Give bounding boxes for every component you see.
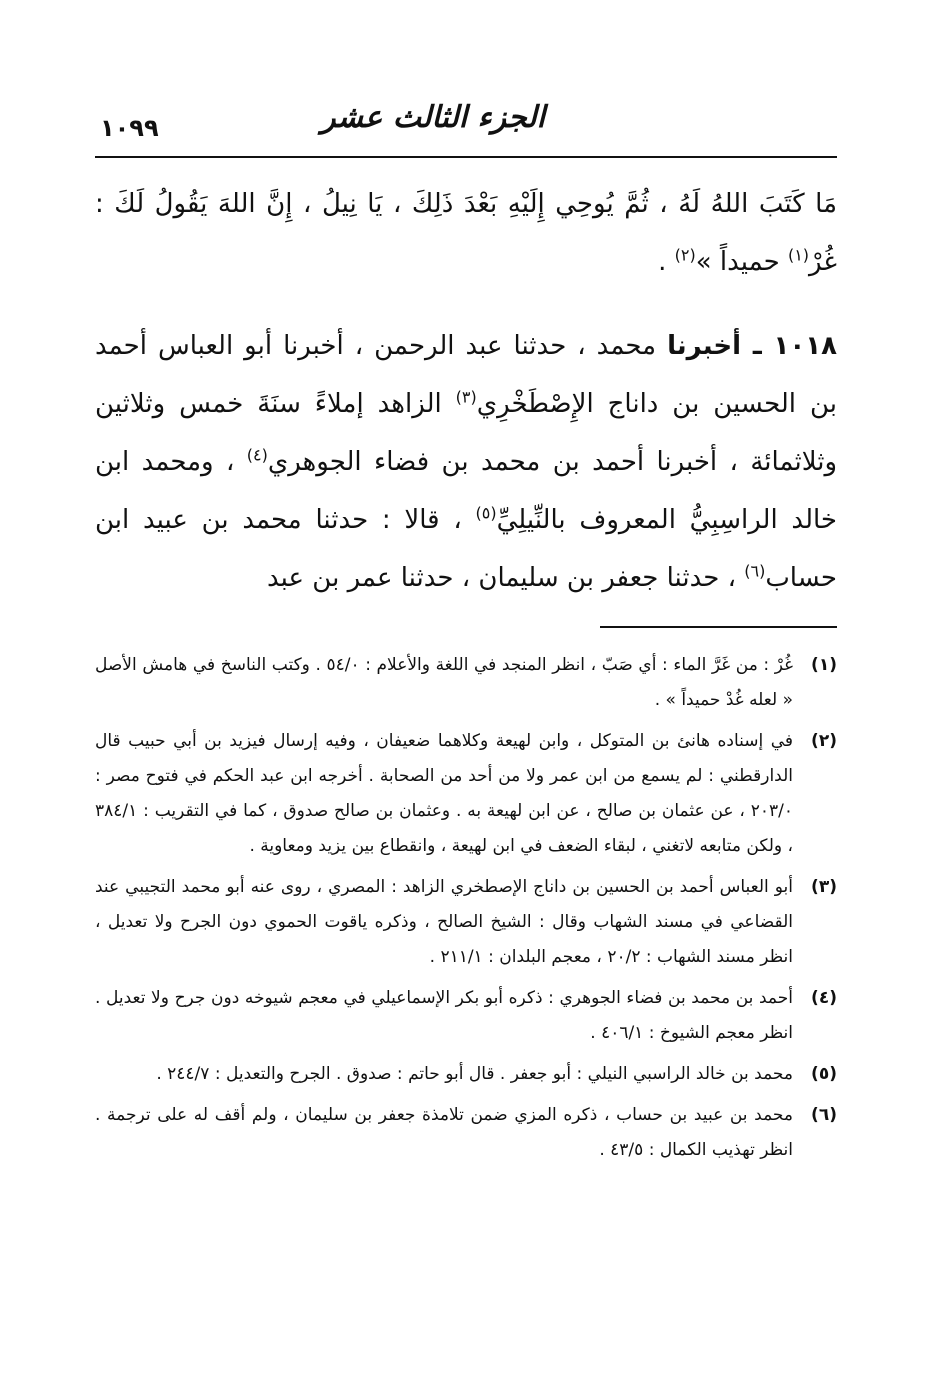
page-header (100, 100, 835, 160)
footnote-ref: (٥) (475, 503, 497, 523)
paragraph-hadith-1018 (95, 317, 837, 607)
running-title: الجزء الثالث عشر (321, 100, 545, 135)
footnote-number: (٢) (811, 731, 837, 751)
footnote-1 (95, 648, 837, 718)
footnote-6 (95, 1098, 837, 1168)
footnote-4 (95, 981, 837, 1051)
paragraph-spacer (95, 291, 837, 317)
footnote-2 (95, 724, 837, 864)
footnote-separator (600, 626, 837, 628)
footnote-number: (٣) (811, 877, 837, 897)
footnote-number: (٥) (811, 1064, 837, 1084)
text-segment: محمد ، حدثنا عبد الرحمن ، أخبرنا أبو العباس أحمد بن الحسين بن داناج الإِصْطَخْرِي (95, 331, 837, 419)
text-segment: حميداً » (695, 247, 788, 277)
footnote-text: في إسناده هانئ بن المتوكل ، وابن لهيعة وكلاهما ضعيفان ، وفيه إرسال فيزيد بن أبي حبيب قال الدارقطني : لم يسمع من ابن عمر ولا من أحد من الصحابة . أخرجه ابن عبد الحكم في فتوح مصر : ٢٠٣/٠ ، عن عثمان بن صالح ، عن ابن لهيعة به . وعثمان بن صالح صدوق ، كما في التقريب : ٣٨٤/١ ، ولكن متابعه لاتغني ، لبقاء الضعف في ابن لهيعة ، وانقطاع بين يزيد ومعاوية . (95, 731, 793, 856)
hadith-number: ١٠١٨ ـ أخبرنا (667, 331, 837, 361)
text-segment: ، قالا : حدثنا محمد بن عبيد ابن حساب (95, 505, 837, 593)
footnote-5 (95, 1057, 837, 1092)
footnote-text: أبو العباس أحمد بن الحسين بن داناج الإصطخري الزاهد : المصري ، روى عنه أبو محمد التجيبي عند القضاعي في مسند الشهاب وقال : الشيخ الصالح ، وذكره ياقوت الحموي دون الجرح ولا تعديل ، انظر مسند الشهاب : ٢٠/٢ ، معجم البلدان : ٢١١/١ . (95, 877, 793, 967)
text-segment: . (658, 247, 675, 277)
text-segment: الزاهد إملاءً سنَةَ خمس وثلاثين وثلاثمائة ، أخبرنا أحمد بن محمد بن فضاء الجوهري (95, 389, 837, 477)
footnotes (95, 648, 837, 1174)
footnote-text: محمد بن خالد الراسبي النيلي : أبو جعفر . قال أبو حاتم : صدوق . الجرح والتعديل : ٢٤٤/٧ . (156, 1064, 793, 1084)
footnote-ref: (٦) (744, 561, 766, 581)
footnote-ref: (١) (787, 245, 810, 265)
main-text (95, 175, 837, 607)
paragraph-hadith-end (95, 175, 837, 291)
footnote-3 (95, 870, 837, 975)
footnote-text: أحمد بن محمد بن فضاء الجوهري : ذكره أبو بكر الإسماعيلي في معجم شيوخه دون جرح ولا تعديل . انظر معجم الشيوخ : ٤٠٦/١ . (95, 988, 793, 1043)
text-segment: مَا كَتَبَ اللهُ لَهُ ، ثُمَّ يُوحِي إِلَيْهِ بَعْدَ ذَلِكَ ، يَا نِيلُ ، إِنَّ اللهَ يَقُولُ لَكَ : غُرْ (95, 189, 837, 277)
header-rule (95, 156, 837, 158)
footnote-ref: (٢) (674, 245, 696, 265)
footnote-text: غُرْ : من غَرَّ الماء : أي صَبّ ، انظر المنجد في اللغة والأعلام : ٥٤/٠ . وكتب الناسخ في هامش الأصل « لعله غُدْ حميداً » . (95, 655, 793, 710)
footnote-number: (٤) (811, 988, 837, 1008)
page-number: ١٠٩٩ (100, 114, 159, 142)
footnote-ref: (٤) (246, 445, 268, 465)
text-segment: ، حدثنا جعفر بن سليمان ، حدثنا عمر بن عبد (267, 563, 745, 593)
text-segment: ، ومحمد ابن خالد الراسِبِيُّ المعروف بالنِّيلِيِّ (95, 447, 837, 535)
footnote-number: (١) (811, 655, 837, 675)
footnote-number: (٦) (811, 1105, 837, 1125)
footnote-ref: (٣) (455, 387, 477, 407)
footnote-text: محمد بن عبيد بن حساب ، ذكره المزي ضمن تلامذة جعفر بن سليمان ، ولم أقف له على ترجمة . انظر تهذيب الكمال : ٤٣/٥ . (95, 1105, 793, 1160)
